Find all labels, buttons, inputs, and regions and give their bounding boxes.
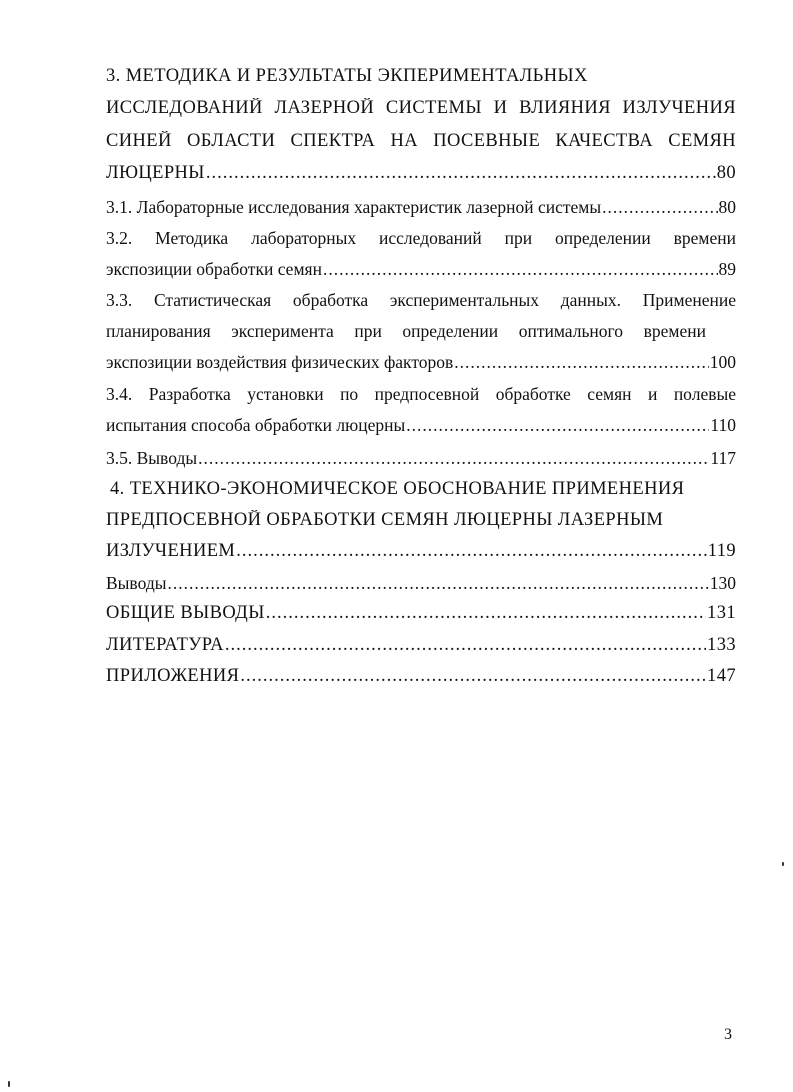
- toc-page-number: 110: [710, 415, 736, 435]
- toc-entry-title: ИЗЛУЧЕНИЕМ: [106, 541, 236, 561]
- chapter3-title-line-3: СИНЕЙ ОБЛАСТИ СПЕКТРА НА ПОСЕВНЫЕ КАЧЕСТВА СЕМЯН: [106, 131, 736, 151]
- leader-dots: [454, 352, 708, 373]
- toc-entry-conclusions[interactable]: [106, 573, 736, 594]
- toc-entry-chapter3[interactable]: [106, 163, 736, 184]
- toc-entry-title: 3.5. Выводы: [106, 448, 198, 468]
- toc-entry-3-3-line-2: планирования эксперимента при определении оптимального времени: [106, 321, 706, 341]
- toc-entry-3-2-line-1: 3.2. Методика лабораторных исследований при определении времени: [106, 228, 736, 248]
- leader-dots: [236, 541, 706, 562]
- toc-entry-3-3-line-1: 3.3. Статистическая обработка экспериментальных данных. Применение: [106, 290, 736, 310]
- toc-entry-title: ЛИТЕРАТУРА: [106, 635, 224, 655]
- toc-entry-title: ЛЮЦЕРНЫ: [106, 163, 205, 183]
- toc-entry-title: 3.1. Лабораторные исследования характеристик лазерной системы: [106, 197, 602, 217]
- leader-dots: [198, 448, 709, 469]
- leader-dots: [323, 259, 718, 280]
- leader-dots: [602, 197, 717, 218]
- toc-entry-3-4[interactable]: [106, 415, 736, 436]
- toc-page-number: 89: [718, 259, 736, 279]
- toc-entry-title: испытания способа обработки люцерны: [106, 415, 406, 435]
- toc-entry-chapter4[interactable]: [106, 541, 736, 562]
- toc-entry-title: экспозиции обработки семян: [106, 259, 322, 279]
- toc-page-number: 80: [718, 197, 736, 217]
- toc-entry-title: Выводы: [106, 573, 167, 593]
- toc-entry-appendices[interactable]: [106, 666, 736, 687]
- leader-dots: [206, 163, 716, 184]
- chapter3-title-line-1: 3. МЕТОДИКА И РЕЗУЛЬТАТЫ ЭКПЕРИМЕНТАЛЬНЫХ: [106, 66, 588, 86]
- toc-entry-3-3[interactable]: [106, 352, 736, 373]
- toc-page-number: 130: [709, 573, 736, 593]
- toc-page-number: 119: [707, 541, 736, 561]
- toc-entry-3-5[interactable]: [106, 448, 736, 469]
- page-number: 3: [724, 1026, 732, 1043]
- toc-entry-literature[interactable]: [106, 635, 736, 656]
- toc-entry-3-1[interactable]: [106, 197, 736, 218]
- scan-speck: [782, 862, 784, 866]
- toc-page-number: 131: [707, 603, 736, 623]
- toc-page-number: 117: [710, 448, 736, 468]
- toc-entry-title: экспозиции воздействия физических факторов: [106, 352, 454, 372]
- leader-dots: [225, 635, 706, 656]
- chapter4-title-line-2: ПРЕДПОСЕВНОЙ ОБРАБОТКИ СЕМЯН ЛЮЦЕРНЫ ЛАЗЕРНЫМ: [106, 510, 664, 530]
- leader-dots: [240, 666, 706, 687]
- toc-page-number: 100: [709, 352, 736, 372]
- toc-entry-title: ОБЩИЕ ВЫВОДЫ: [106, 603, 265, 623]
- leader-dots: [266, 603, 706, 624]
- chapter3-title-line-2: ИССЛЕДОВАНИЙ ЛАЗЕРНОЙ СИСТЕМЫ И ВЛИЯНИЯ ИЗЛУЧЕНИЯ: [106, 98, 736, 118]
- leader-dots: [406, 415, 709, 436]
- toc-page-number: 133: [707, 635, 736, 655]
- scan-speck: [8, 1081, 10, 1087]
- toc-entry-3-2[interactable]: [106, 259, 736, 280]
- toc-page-number: 80: [716, 163, 736, 183]
- leader-dots: [167, 573, 708, 594]
- toc-page-number: 147: [707, 666, 736, 686]
- chapter4-title-line-1: 4. ТЕХНИКО-ЭКОНОМИЧЕСКОЕ ОБОСНОВАНИЕ ПРИМЕНЕНИЯ: [110, 479, 685, 499]
- toc-entry-general-conclusions[interactable]: [106, 603, 736, 624]
- toc-entry-title: ПРИЛОЖЕНИЯ: [106, 666, 240, 686]
- toc-entry-3-4-line-1: 3.4. Разработка установки по предпосевной обработке семян и полевые: [106, 384, 736, 404]
